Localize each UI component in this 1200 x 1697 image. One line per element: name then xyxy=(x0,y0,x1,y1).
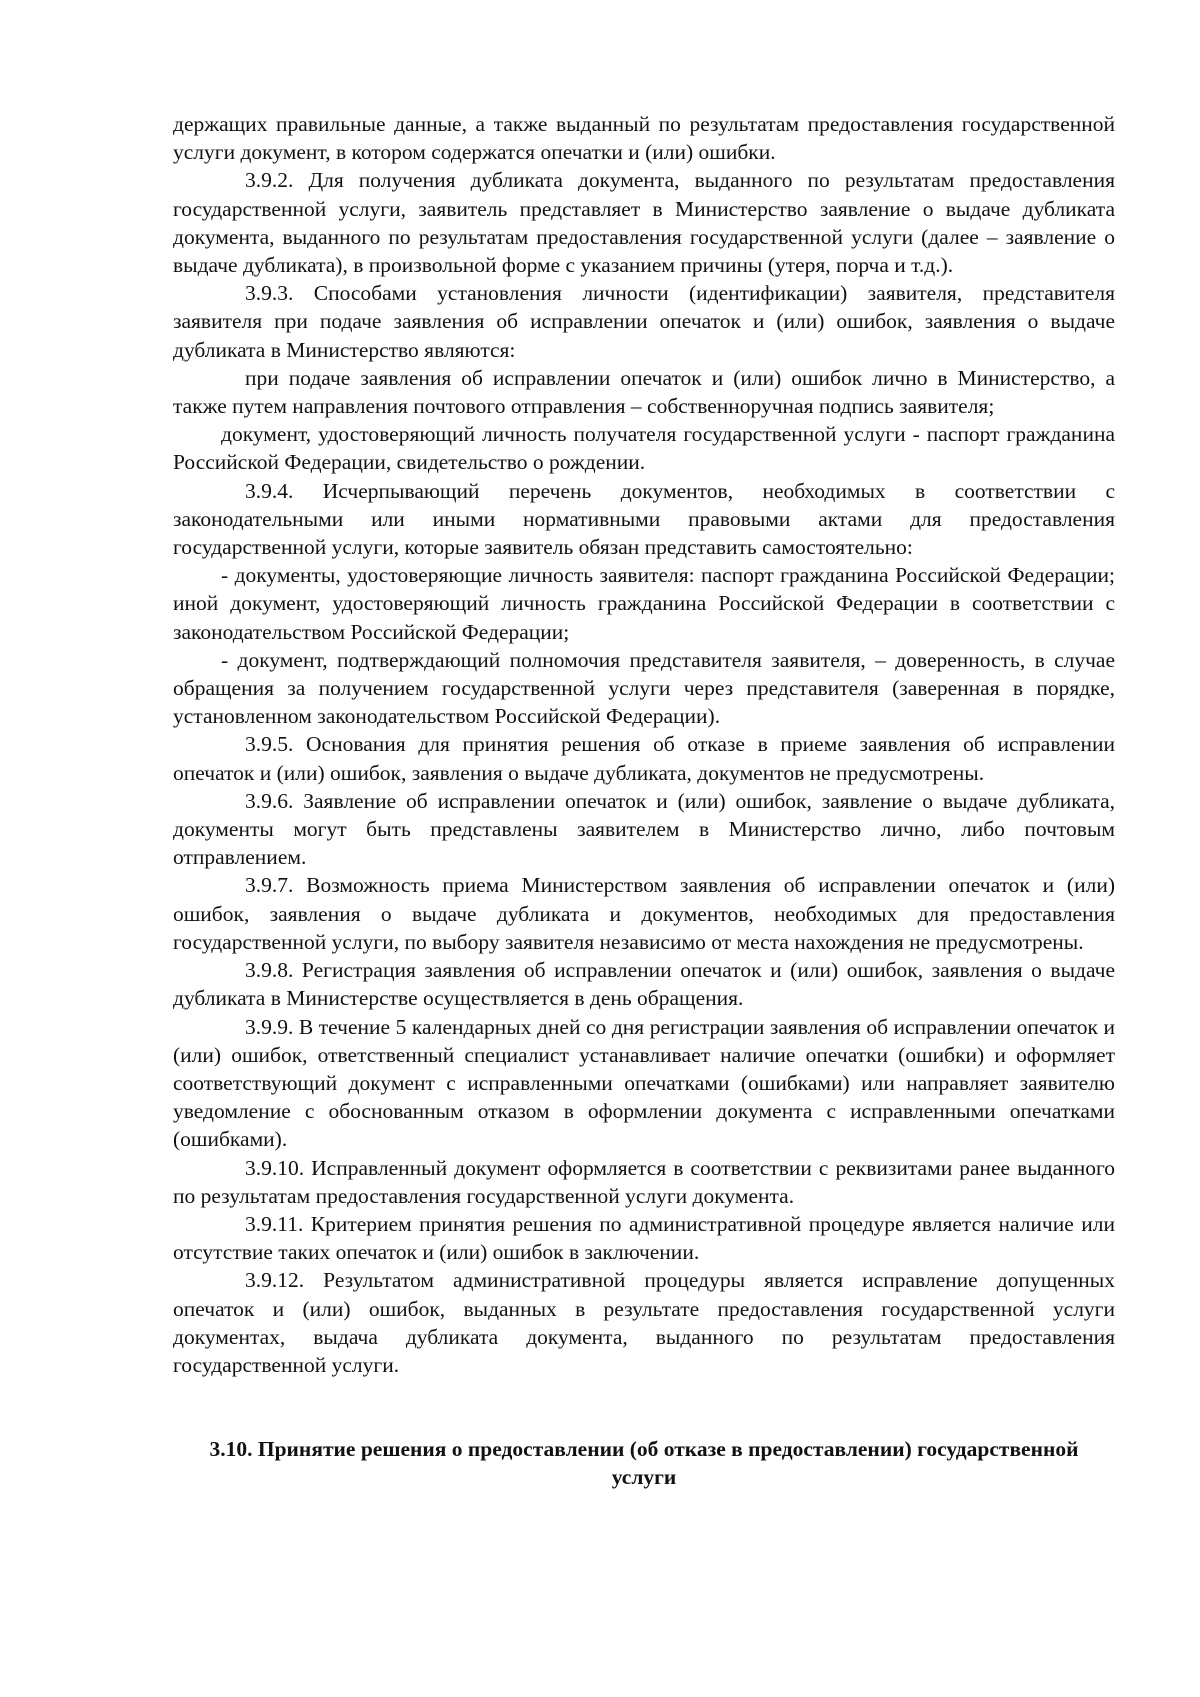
paragraph-3-9-10: 3.9.10. Исправленный документ оформляется в соответствии с реквизитами ранее выданного по результатам предоставления государственной услуги документа. xyxy=(173,1155,1115,1208)
paragraph-3-9-8: 3.9.8. Регистрация заявления об исправлении опечаток и (или) ошибок, заявления о выдаче дубликата в Министерстве осуществляется в день обращения. xyxy=(173,958,1115,1011)
paragraph-3-9-6: 3.9.6. Заявление об исправлении опечаток и (или) ошибок, заявление о выдаче дубликата, документы могут быть представлены заявителем в Министерство лично, либо почтовым отправлением. xyxy=(173,788,1115,870)
list-item-identity-documents: - документы, удостоверяющие личность заявителя: паспорт гражданина Российской Федерации; иной документ, удостоверяющий личность гражданина Российской Федерации в соответствии с законодательством Российской Федерации; xyxy=(173,563,1115,644)
document-page xyxy=(173,110,1115,1492)
paragraph-continuation: держащих правильные данные, а также выданный по результатам предоставления государственной услуги документ, в котором содержатся опечатки и (или) ошибки. xyxy=(173,112,1115,165)
paragraph-3-9-11: 3.9.11. Критерием принятия решения по административной процедуре является наличие или отсутствие таких опечаток и (или) ошибок в заключении. xyxy=(173,1211,1115,1265)
paragraph-3-9-5: 3.9.5. Основания для принятия решения об отказе в приеме заявления об исправлении опечаток и (или) ошибок, заявления о выдаче дубликата, документов не предусмотрены. xyxy=(173,732,1115,785)
list-item-power-of-attorney: - документ, подтверждающий полномочия представителя заявителя, – доверенность, в случае обращения за получением государственной услуги через представителя (заверенная в порядке, установленном законодательством Российской Федерации). xyxy=(173,647,1115,729)
paragraph-personal-signature: при подаче заявления об исправлении опечаток и (или) ошибок лично в Министерство, а также путем направления почтового отправления – собственноручная подпись заявителя; xyxy=(173,365,1115,419)
paragraph-3-9-2: 3.9.2. Для получения дубликата документа, выданного по результатам предоставления государственной услуги, заявитель представляет в Министерство заявление о выдаче дубликата документа, выданного по результатам предоставления государственной услуги (далее – заявление о выдаче дубликата), в произвольной форме с указанием причины (утеря, порча и т.д.). xyxy=(173,168,1115,278)
paragraph-3-9-4: 3.9.4. Исчерпывающий перечень документов, необходимых в соответствии с законодательными или иными нормативными правовыми актами для предоставления государственной услуги, которые заявитель обязан представить самостоятельно: xyxy=(173,478,1115,560)
paragraph-3-9-12: 3.9.12. Результатом административной процедуры является исправление допущенных опечаток и (или) ошибок, выданных в результате предоставления государственной услуги документах, выдача дубликата документа, выданного по результатам предоставления государственной услуги. xyxy=(173,1268,1115,1377)
section-heading-3-10: 3.10. Принятие решения о предоставлении (об отказе в предоставлении) государственной услуги xyxy=(209,1437,1079,1490)
paragraph-3-9-7: 3.9.7. Возможность приема Министерством заявления об исправлении опечаток и (или) ошибок, заявления о выдаче дубликата и документов, необходимых для предоставления государственной услуги, по выбору заявителя независимо от места нахождения не предусмотрены. xyxy=(173,873,1115,954)
paragraph-3-9-3: 3.9.3. Способами установления личности (идентификации) заявителя, представителя заявителя при подаче заявления об исправлении опечаток и (или) ошибок, заявления о выдаче дубликата в Министерство являются: xyxy=(173,281,1115,362)
paragraph-identity-document: документ, удостоверяющий личность получателя государственной услуги - паспорт гражданина Российской Федерации, свидетельство о рождении. xyxy=(173,422,1115,475)
paragraph-3-9-9: 3.9.9. В течение 5 календарных дней со дня регистрации заявления об исправлении опечаток и (или) ошибок, ответственный специалист устанавливает наличие опечатки (ошибки) и оформляет соответствующий документ с исправленными опечатками (ошибками) или направляет заявителю уведомление с обоснованным отказом в оформлении документа с исправленными опечатками (ошибками). xyxy=(173,1014,1115,1152)
